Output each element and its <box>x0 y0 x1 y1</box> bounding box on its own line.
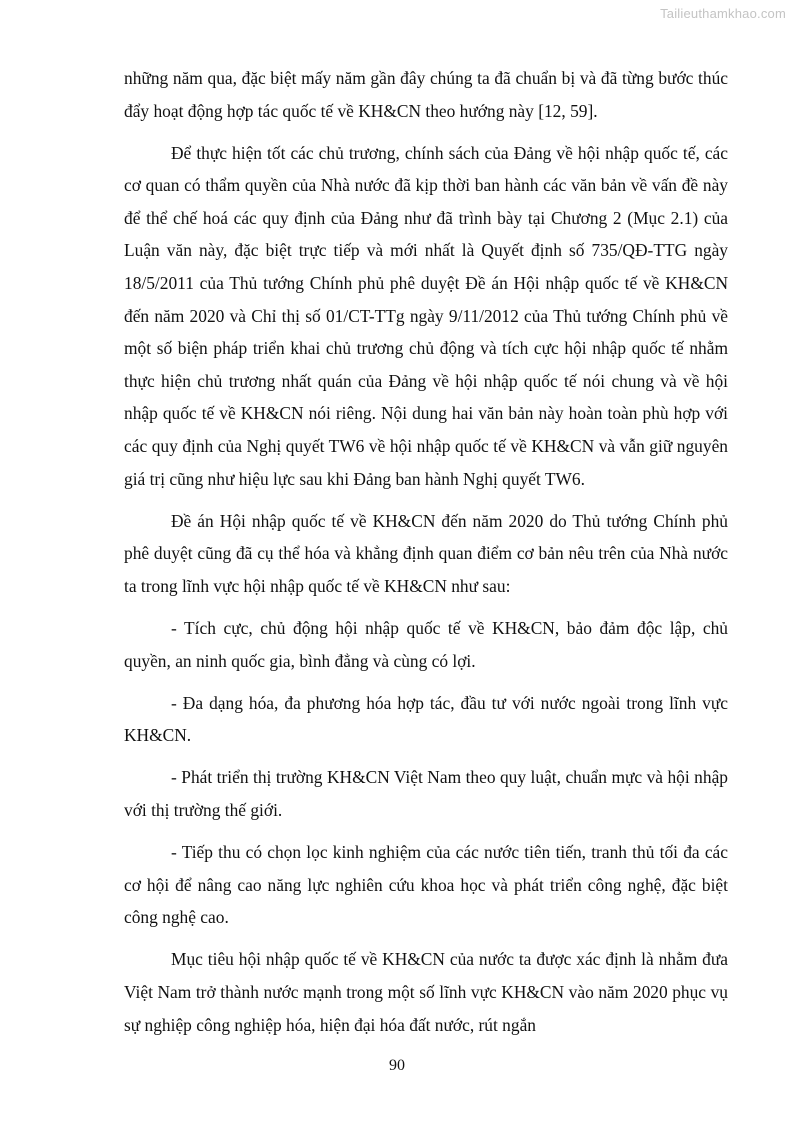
list-item-market-development: - Phát triển thị trường KH&CN Việt Nam theo quy luật, chuẩn mực và hội nhập với thị trường thế giới. <box>124 767 728 820</box>
list-item-diversification: - Đa dạng hóa, đa phương hóa hợp tác, đầu tư với nước ngoài trong lĩnh vực KH&CN. <box>124 692 728 746</box>
page-number: 90 <box>389 1057 405 1074</box>
list-item-experience-absorption: - Tiếp thu có chọn lọc kinh nghiệm của các nước tiên tiến, tranh thủ tối đa các cơ hội để nâng cao năng lực nghiên cứu khoa học và phát triển công nghệ, đặc biệt công nghệ cao. <box>124 842 728 928</box>
paragraph-implementation: Để thực hiện tốt các chủ trương, chính sách của Đảng về hội nhập quốc tế, các cơ quan có thẩm quyền của Nhà nước đã kịp thời ban hành các văn bản về vấn đề này để thể chế hoá các quy định của Đảng như đã trình bày tại Chương 2 (Mục 2.1) của Luận văn này, đặc biệt trực tiếp và mới nhất là Quyết định số 735/QĐ-TTG ngày 18/5/2011 của Thủ tướng Chính phủ phê duyệt Đề án Hội nhập quốc tế về KH&CN đến năm 2020 và Chỉ thị số 01/CT-TTg ngày 9/11/2012 của Thủ tướng Chính phủ về một số biện pháp triển khai chủ trương chủ động và tích cực hội nhập quốc tế nhằm thực hiện chủ trương nhất quán của Đảng về hội nhập quốc tế nói chung và về hội nhập quốc tế về KH&CN nói riêng. Nội dung hai văn bản này hoàn toàn phù hợp với các quy định của Nghị quyết TW6 về hội nhập quốc tế về KH&CN và vẫn giữ nguyên giá trị cũng như hiệu lực sau khi Đảng ban hành Nghị quyết TW6. <box>124 142 728 489</box>
paragraph-objective: Mục tiêu hội nhập quốc tế về KH&CN của nước ta được xác định là nhằm đưa Việt Nam trở thành nước mạnh trong một số lĩnh vực KH&CN vào năm 2020 phục vụ sự nghiệp công nghiệp hóa, hiện đại hóa đất nước, rút ngắn <box>124 949 728 1035</box>
paragraph-continuation: những năm qua, đặc biệt mấy năm gần đây chúng ta đã chuẩn bị và đã từng bước thúc đẩy hoạt động hợp tác quốc tế về KH&CN theo hướng này [12, 59]. <box>124 68 728 121</box>
paragraph-project-overview: Đề án Hội nhập quốc tế về KH&CN đến năm 2020 do Thủ tướng Chính phủ phê duyệt cũng đã cụ thể hóa và khẳng định quan điểm cơ bản nêu trên của Nhà nước ta trong lĩnh vực hội nhập quốc tế về KH&CN như sau: <box>124 510 728 596</box>
list-item-active-integration: - Tích cực, chủ động hội nhập quốc tế về KH&CN, bảo đảm độc lập, chủ quyền, an ninh quốc gia, bình đẳng và cùng có lợi. <box>124 618 728 671</box>
document-body <box>124 62 728 1051</box>
watermark-text: Tailieuthamkhao.com <box>660 6 786 21</box>
